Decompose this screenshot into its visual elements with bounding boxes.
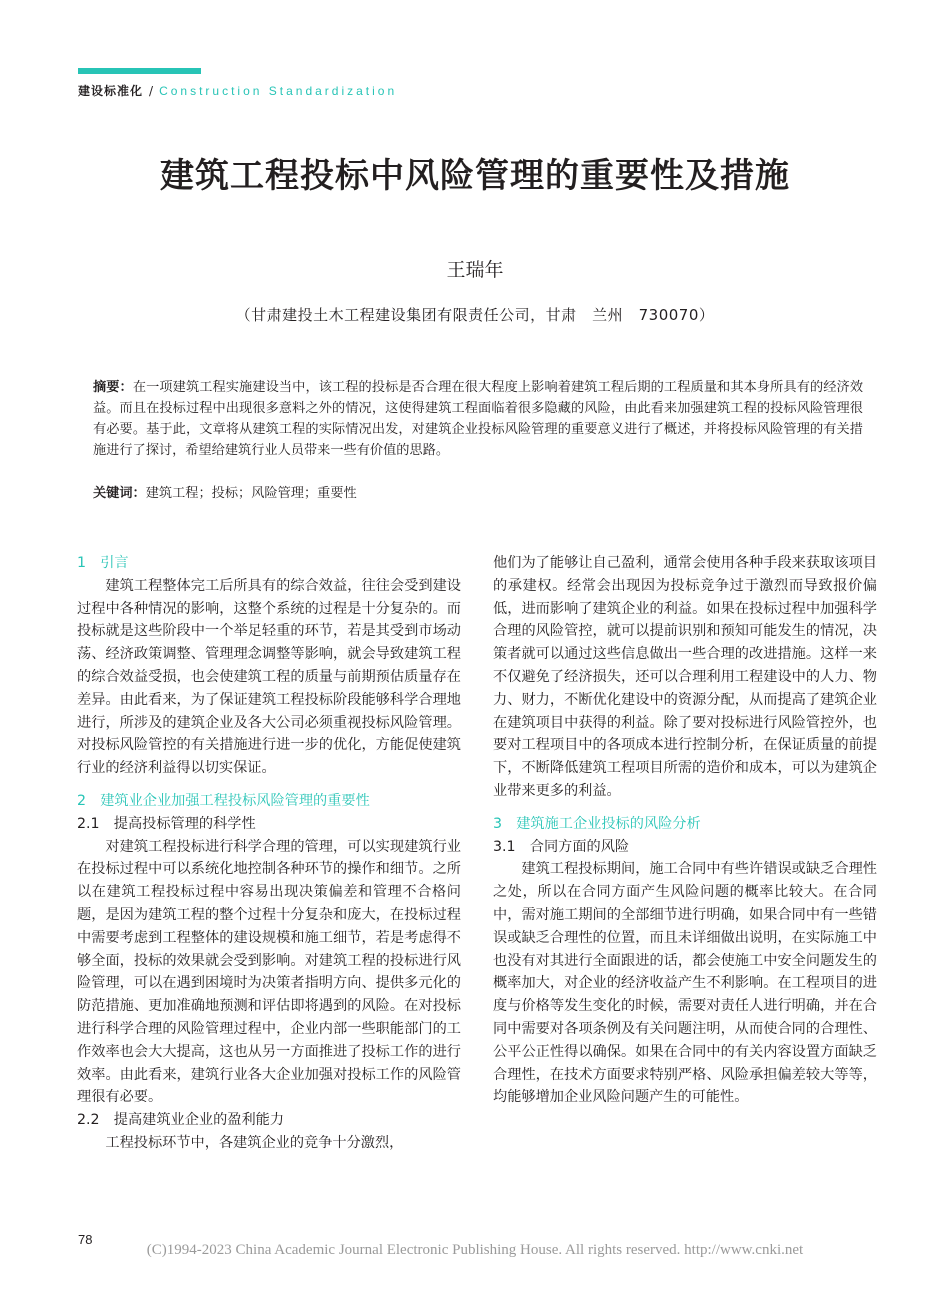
section-heading-3: 3 建筑施工企业投标的风险分析 <box>493 815 701 832</box>
keywords-text: 建筑工程；投标；风险管理；重要性 <box>145 486 357 501</box>
paragraph: 建筑工程整体完工后所具有的综合效益，往往会受到建设过程中各种情况的影响，这整个系统的过程是十分复杂的。而投标就是这些阶段中一个举足轻重的环节，若是其受到市场动荡、经济政策调整、管理理念调整等影响，就会导致建筑工程的综合效益受损，也会使建筑工程的质量与前期预估质量存在差异。由此看来，为了保证建筑工程投标阶段能够科学合理地进行，所涉及的建筑企业及各大公司必须重视投标风险管理。对投标风险管控的有关措施进行进一步的优化，方能促使建筑行业的经济利益得以切实保证。 <box>77 577 461 777</box>
column-accent-bar <box>78 68 201 74</box>
author-name: 王瑞年 <box>446 259 504 281</box>
column-separator: / <box>149 84 154 98</box>
paragraph: 建筑工程投标期间，施工合同中有些许错误或缺乏合理性之处，所以在合同方面产生风险问题的概率比较大。在合同中，需对施工期间的全部细节进行明确，如果合同中有一些错误或缺乏合理性的位置，而且未详细做出说明，在实际施工中也没有对其进行全面跟进的话，都会使施工中安全问题发生的概率加大，对企业的经济收益产生不利影响。在工程项目的进度与价格等发生变化的时候，需要对责任人进行明确，并在合同中需要对各项条例及有关问题注明，从而使合同的合理性、公平公正性得以确保。如果在合同中的有关内容设置方面缺乏合理性，在技术方面要求特别严格、风险承担偏差较大等等，均能够增加企业风险问题产生的可能性。 <box>493 861 877 1106</box>
body-column-left <box>77 552 461 1155</box>
column-name-en: Construction Standardization <box>159 84 398 98</box>
abstract-text: 在一项建筑工程实施建设当中，该工程的投标是否合理在很大程度上影响着建筑工程后期的工程质量和其本身所具有的经济效益。而且在投标过程中出现很多意料之外的情况，这使得建筑工程面临着很多隐藏的风险，由此看来加强建筑工程的投标风险管理很有必要。基于此，文章将从建筑工程的实际情况出发，对建筑企业投标风险管理的重要意义进行了概述，并将投标风险管理的有关措施进行了探讨，希望给建筑行业人员带来一些有价值的思路。 <box>93 380 864 458</box>
paragraph: 对建筑工程投标进行科学合理的管理，可以实现建筑行业在投标过程中可以系统化地控制各种环节的操作和细节。之所以在建筑工程投标过程中容易出现决策偏差和管理不合格问题，是因为建筑工程的整个过程十分复杂和庞大，在投标过程中需要考虑到工程整体的建设规模和施工细节，若是考虑得不够全面，投标的效果就会受到影响。对建筑工程的投标进行风险管理，可以在遇到困境时为决策者指明方向、提供多元化的防范措施、更加准确地预测和评估即将遇到的风险。在对投标进行科学合理的风险管理过程中，企业内部一些职能部门的工作效率也会大大提高，这也从另一方面推进了投标工作的进行效率。由此看来，建筑行业各大企业加强对投标工作的风险管理很有必要。 <box>77 838 461 1106</box>
paragraph: 工程投标环节中，各建筑企业的竞争十分激烈， <box>105 1134 404 1151</box>
subsection-heading-2-2: 2.2 提高建筑业企业的盈利能力 <box>77 1112 285 1129</box>
keywords <box>93 483 863 504</box>
keywords-label: 关键词： <box>93 486 146 501</box>
column-header <box>78 82 397 99</box>
article-title: 建筑工程投标中风险管理的重要性及措施 <box>160 156 790 196</box>
section-heading-2: 2 建筑业企业加强工程投标风险管理的重要性 <box>77 792 370 809</box>
subsection-heading-2-1: 2.1 提高投标管理的科学性 <box>77 815 256 832</box>
page-number: 78 <box>78 1232 93 1247</box>
author-affiliation: （甘肃建投土木工程建设集团有限责任公司，甘肃 兰州 730070） <box>235 306 715 324</box>
paragraph-continued: 他们为了能够让自己盈利，通常会使用各种手段来获取该项目的承建权。经常会出现因为投标竞争过于激烈而导致报价偏低，进而影响了建筑企业的利益。如果在投标过程中加强科学合理的风险管控，就可以提前识别和预知可能发生的情况，决策者就可以通过这些信息做出一些合理的改进措施。这样一来不仅避免了经济损失，还可以合理利用工程建设中的人力、物力、财力，不断优化建设中的资源分配，从而提高了建筑企业在建筑项目中获得的利益。除了要对投标进行风险管控外，也要对工程项目中的各项成本进行控制分析，在保证质量的前提下，不断降低建筑工程项目所需的造价和成本，可以为建筑企业带来更多的利益。 <box>493 555 877 799</box>
column-name-cn: 建设标准化 <box>78 84 144 98</box>
section-heading-1: 1 引言 <box>77 555 129 571</box>
copyright-watermark: (C)1994-2023 China Academic Journal Electronic Publishing House. All rights reserved. http://www.cnki.net <box>146 1242 804 1258</box>
subsection-heading-3-1: 3.1 合同方面的风险 <box>493 838 630 855</box>
body-column-right <box>493 552 877 1109</box>
abstract <box>93 377 863 461</box>
abstract-label: 摘要： <box>93 380 133 395</box>
